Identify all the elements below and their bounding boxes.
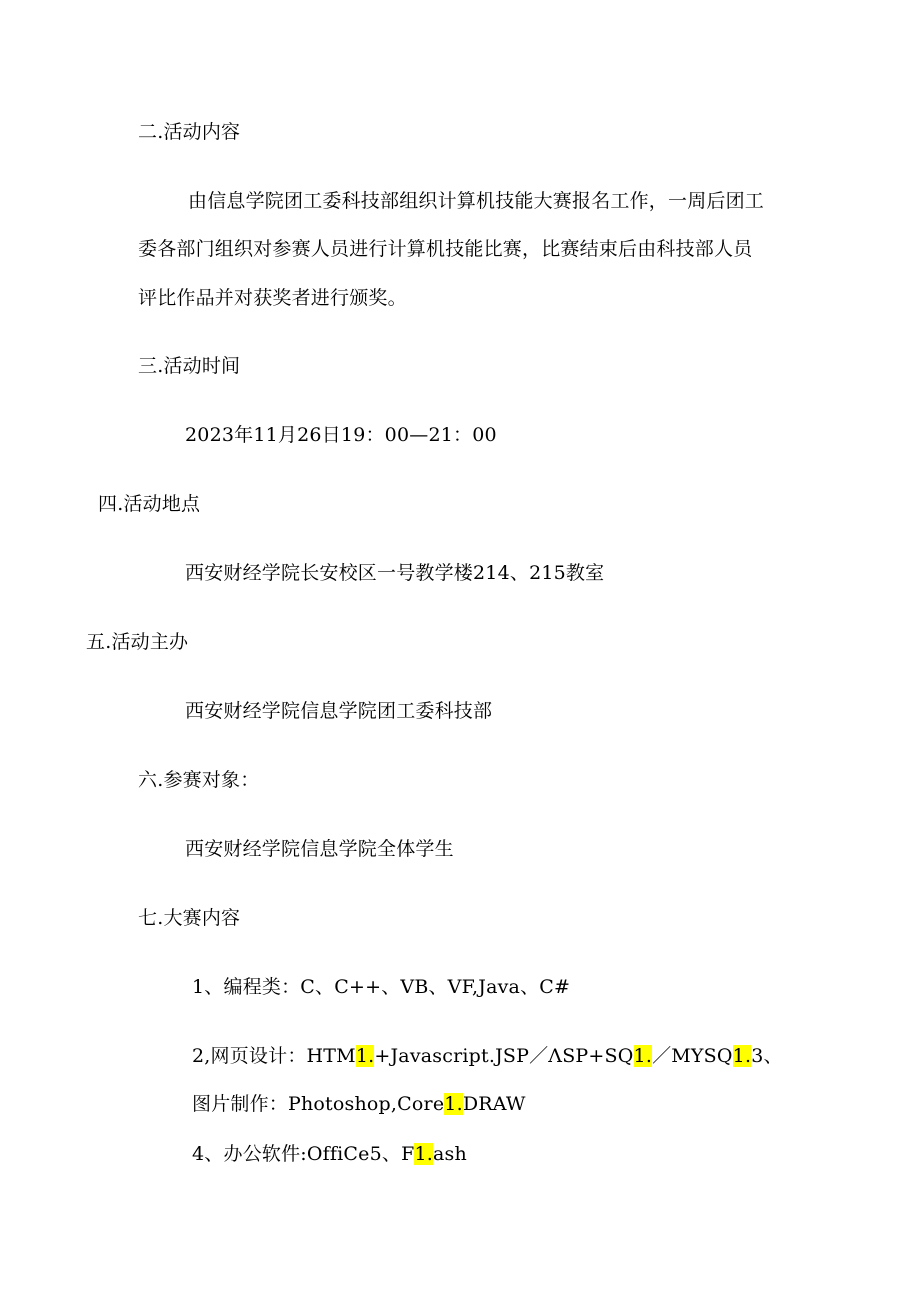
section-heading-host: 五.活动主办 [86,631,189,653]
section-heading-participants: 六.参赛对象： [138,769,260,791]
competition-item-web-design [192,1042,783,1070]
section-heading-location: 四.活动地点 [98,493,201,515]
activity-location: 西安财经学院长安校区一号教学楼214、215教室 [185,562,605,584]
highlight-mark: 1. [355,1045,375,1067]
section-heading-time: 三.活动时间 [138,355,241,377]
item2-text-d: 3、 [751,1045,783,1067]
content-paragraph-line-1: 由信息学院团工委科技部组织计算机技能大赛报名工作，一周后团工 [188,190,765,212]
highlight-mark: 1. [444,1093,463,1115]
highlight-mark: 1. [732,1045,752,1067]
competition-item-office [192,1140,467,1168]
section-heading-content: 二.活动内容 [138,121,241,143]
competition-item-programming: 1、编程类：C、C++、VB、VF,Java、C# [192,976,571,998]
activity-host: 西安财经学院信息学院团工委科技部 [185,700,493,722]
item4-text-a: 4、办公软件:OffiCe5、F [192,1143,415,1165]
item2-text-a: 2,网页设计：HTM [192,1045,356,1067]
highlight-mark: 1. [414,1143,433,1165]
item3-text-a: 图片制作：Photoshop,Core [192,1093,445,1115]
section-heading-competition: 七.大赛内容 [138,907,241,929]
item4-text-b: ash [433,1143,467,1165]
participants: 西安财经学院信息学院全体学生 [185,838,454,860]
content-paragraph-line-2: 委各部门组织对参赛人员进行计算机技能比赛，比赛结束后由科技部人员 [138,238,753,260]
item2-text-c: ／MYSQ [652,1045,733,1067]
item2-text-b: +Javascript.JSP／ΛSP+SQ [374,1045,634,1067]
activity-time: 2023年11月26日19：00—21：00 [185,424,497,446]
highlight-mark: 1. [633,1045,653,1067]
competition-item-image [192,1090,526,1118]
content-paragraph-line-3: 评比作品并对获奖者进行颁奖。 [138,287,407,309]
item3-text-b: DRAW [462,1093,526,1115]
